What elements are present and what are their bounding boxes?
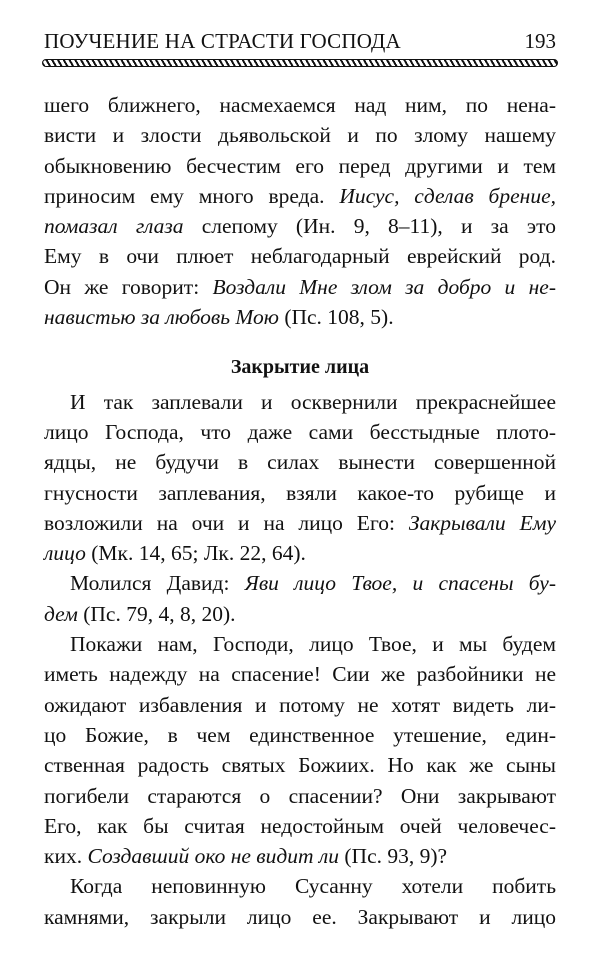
section-heading: Закрытие лица bbox=[230, 356, 370, 379]
text-run: гнусности заплевания, взяли какое-то рубище и bbox=[44, 480, 556, 505]
paragraph bbox=[44, 871, 556, 932]
text-line bbox=[44, 811, 556, 841]
text-line bbox=[44, 211, 556, 241]
text-run: ких. bbox=[44, 844, 88, 869]
text-line bbox=[44, 387, 556, 417]
text-run: (Пс. 79, 4, 8, 20). bbox=[77, 601, 236, 626]
text-line bbox=[44, 151, 556, 181]
italic-quote: дем bbox=[44, 601, 78, 626]
text-run: Ему в очи плюет неблагодарный еврейский род. bbox=[44, 244, 556, 269]
text-run: (Мк. 14, 65; Лк. 22, 64). bbox=[85, 541, 306, 566]
paragraph bbox=[44, 387, 556, 569]
text-run: (Пс. 108, 5). bbox=[278, 305, 394, 330]
text-line bbox=[44, 659, 556, 689]
text-line bbox=[44, 781, 556, 811]
text-line bbox=[44, 508, 556, 538]
text-run: ожидают избавления и потому не хотят видеть ли- bbox=[44, 692, 556, 717]
text-run: Он же говорит: bbox=[44, 274, 213, 299]
text-line bbox=[44, 302, 556, 332]
text-run: слепому (Ин. 9, 8–11), и за это bbox=[183, 214, 556, 239]
text-run: И так заплевали и осквернили прекраснейшее bbox=[70, 389, 556, 414]
text-line bbox=[44, 90, 556, 120]
text-run: ядцы, не будучи в силах вынести совершенной bbox=[44, 450, 556, 475]
text-run: приносим ему много вреда. bbox=[44, 183, 340, 208]
paragraph bbox=[44, 90, 556, 332]
text-run: Когда неповинную Сусанну хотели побить bbox=[70, 874, 556, 899]
text-run: висти и злости дьявольской и по злому нашему bbox=[44, 123, 556, 148]
text-line bbox=[44, 750, 556, 780]
text-line bbox=[44, 599, 556, 629]
page-body bbox=[44, 90, 556, 932]
text-line bbox=[44, 241, 556, 271]
text-run: Его, как бы считая недостойным очей человечес- bbox=[44, 813, 556, 838]
page-number: 193 bbox=[524, 29, 556, 53]
italic-quote: помазал глаза bbox=[44, 214, 184, 239]
running-title: ПОУЧЕНИЕ НА СТРАСТИ ГОСПОДА bbox=[44, 29, 401, 53]
text-run: лицо Господа, что даже сами бесстыдные плото- bbox=[44, 419, 556, 444]
text-line bbox=[44, 690, 556, 720]
paragraph bbox=[44, 629, 556, 871]
text-line bbox=[44, 447, 556, 477]
italic-quote: Яви лицо Твое, и спасены бу- bbox=[244, 571, 556, 596]
italic-quote: Воздали Мне злом за добро и не- bbox=[212, 274, 556, 299]
running-header bbox=[44, 24, 556, 54]
text-run: Покажи нам, Господи, лицо Твое, и мы будем bbox=[70, 632, 556, 657]
text-run: обыкновению бесчестим его перед другими и тем bbox=[44, 153, 556, 178]
text-line bbox=[44, 841, 556, 871]
text-line bbox=[44, 871, 556, 901]
text-line bbox=[44, 120, 556, 150]
italic-quote: Иисус, сделав брение, bbox=[339, 183, 556, 208]
italic-quote: Закрывали Ему bbox=[408, 510, 556, 535]
text-line bbox=[44, 478, 556, 508]
italic-quote: Создавший око не видит ли bbox=[87, 844, 340, 869]
text-run: иметь надежду на спасение! Сии же разбойники не bbox=[44, 662, 556, 687]
italic-quote: лицо bbox=[44, 541, 86, 566]
paragraph bbox=[44, 568, 556, 629]
text-run: Молился Давид: bbox=[70, 571, 245, 596]
text-run: шего ближнего, насмехаемся над ним, по нена- bbox=[44, 93, 556, 117]
text-line bbox=[44, 902, 556, 932]
text-run: цо Божие, в чем единственное утешение, един- bbox=[44, 722, 556, 747]
text-line bbox=[44, 417, 556, 447]
text-run: (Пс. 93, 9)? bbox=[339, 844, 448, 869]
text-line bbox=[44, 181, 556, 211]
text-run: ственная радость святых Божиих. Но как же сыны bbox=[44, 753, 556, 778]
text-line bbox=[44, 720, 556, 750]
decorative-rope-rule bbox=[42, 59, 558, 67]
text-line bbox=[44, 568, 556, 598]
text-line bbox=[44, 272, 556, 302]
italic-quote: навистью за любовь Мою bbox=[44, 305, 279, 330]
text-run: погибели стараются о спасении? Они закрывают bbox=[44, 783, 556, 808]
text-line bbox=[44, 629, 556, 659]
text-run: камнями, закрыли лицо ее. Закрывают и лицо bbox=[44, 904, 556, 929]
text-line bbox=[44, 538, 556, 568]
text-run: возложили на очи и на лицо Его: bbox=[44, 510, 409, 535]
